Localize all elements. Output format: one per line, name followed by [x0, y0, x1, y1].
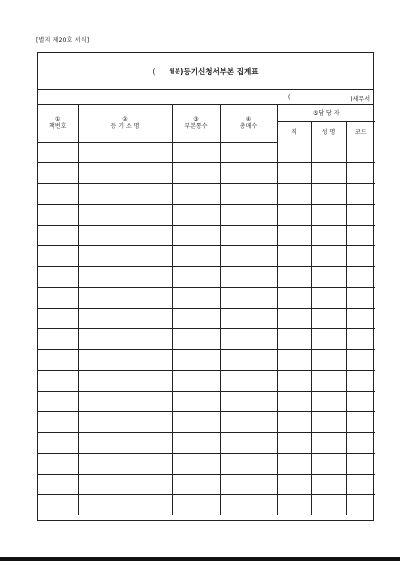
copy-count-cell[interactable]	[172, 370, 220, 391]
registry-office-cell[interactable]	[78, 433, 172, 454]
form-title	[38, 53, 373, 90]
page-bottom-rule	[0, 557, 400, 561]
header-registry-office-label: 등 기 소 명	[110, 122, 140, 130]
registry-office-cell[interactable]	[78, 453, 172, 474]
name-cell[interactable]	[311, 433, 346, 454]
header-book-number-label: 책번호	[49, 122, 67, 130]
header-copy-count-label: 부본통수	[184, 122, 208, 130]
registry-office-cell[interactable]	[78, 329, 172, 350]
table-row	[38, 204, 375, 225]
position-cell[interactable]	[277, 370, 311, 391]
position-cell[interactable]	[277, 267, 311, 288]
copy-count-cell[interactable]	[172, 474, 220, 495]
position-cell[interactable]	[277, 225, 311, 246]
table-row	[38, 184, 375, 205]
code-cell[interactable]	[346, 495, 375, 515]
registry-office-cell[interactable]	[78, 204, 172, 225]
copy-count-cell[interactable]	[172, 163, 220, 184]
table-row	[38, 350, 375, 371]
table-row	[38, 433, 375, 454]
code-cell[interactable]	[346, 308, 375, 329]
total-sheets-cell[interactable]	[220, 350, 277, 371]
registry-office-cell[interactable]	[78, 287, 172, 308]
code-cell[interactable]	[346, 225, 375, 246]
copy-count-cell[interactable]	[172, 142, 220, 163]
total-sheets-cell[interactable]	[220, 184, 277, 205]
form-number-label: [별지 제20호 서식]	[36, 37, 90, 44]
name-cell[interactable]	[311, 329, 346, 350]
book-number-cell[interactable]	[38, 370, 78, 391]
book-number-cell[interactable]	[38, 204, 78, 225]
copy-count-cell[interactable]	[172, 495, 220, 515]
tax-office-suffix: )세무서	[350, 96, 370, 103]
total-sheets-cell[interactable]	[220, 495, 277, 515]
table-row	[38, 495, 375, 515]
header-registry-office	[78, 105, 172, 142]
book-number-cell[interactable]	[38, 267, 78, 288]
position-cell[interactable]	[277, 308, 311, 329]
book-number-cell[interactable]	[38, 308, 78, 329]
table-row	[38, 163, 375, 184]
table-row	[38, 308, 375, 329]
table-row	[38, 370, 375, 391]
header-book-number	[38, 105, 78, 142]
total-sheets-cell[interactable]	[220, 391, 277, 412]
copy-count-cell[interactable]	[172, 391, 220, 412]
code-cell[interactable]	[346, 184, 375, 205]
book-number-cell[interactable]	[38, 163, 78, 184]
position-cell[interactable]	[277, 142, 311, 163]
total-sheets-cell[interactable]	[220, 308, 277, 329]
copy-count-cell[interactable]	[172, 246, 220, 267]
code-cell[interactable]	[346, 412, 375, 433]
registry-office-cell[interactable]	[78, 184, 172, 205]
registry-office-cell[interactable]	[78, 370, 172, 391]
book-number-cell[interactable]	[38, 350, 78, 371]
total-sheets-cell[interactable]	[220, 142, 277, 163]
code-cell[interactable]	[346, 391, 375, 412]
position-cell[interactable]	[277, 329, 311, 350]
table-row	[38, 391, 375, 412]
name-cell[interactable]	[311, 453, 346, 474]
table-body	[38, 142, 375, 515]
book-number-cell[interactable]	[38, 495, 78, 515]
position-cell[interactable]	[277, 433, 311, 454]
code-cell[interactable]	[346, 246, 375, 267]
copy-count-cell[interactable]	[172, 225, 220, 246]
form-box	[37, 52, 374, 521]
book-number-cell[interactable]	[38, 453, 78, 474]
copy-count-cell[interactable]	[172, 350, 220, 371]
header-position: 직	[277, 121, 311, 142]
registry-office-cell[interactable]	[78, 308, 172, 329]
table-row	[38, 474, 375, 495]
copy-count-cell[interactable]	[172, 412, 220, 433]
header-code: 코드	[346, 121, 375, 142]
position-cell[interactable]	[277, 163, 311, 184]
position-cell[interactable]	[277, 184, 311, 205]
name-cell[interactable]	[311, 287, 346, 308]
header-total-sheets-index: ④	[245, 115, 252, 123]
total-sheets-cell[interactable]	[220, 225, 277, 246]
position-cell[interactable]	[277, 495, 311, 515]
total-sheets-cell[interactable]	[220, 474, 277, 495]
book-number-cell[interactable]	[38, 433, 78, 454]
name-cell[interactable]	[311, 474, 346, 495]
code-cell[interactable]	[346, 267, 375, 288]
copy-count-cell[interactable]	[172, 204, 220, 225]
total-sheets-cell[interactable]	[220, 267, 277, 288]
header-book-number-index: ①	[55, 115, 61, 123]
table-row	[38, 267, 375, 288]
position-cell[interactable]	[277, 391, 311, 412]
header-registry-office-index: ②	[122, 115, 128, 123]
title-month-label: 월분	[169, 69, 181, 75]
header-row-1	[38, 105, 375, 121]
copy-count-cell[interactable]	[172, 308, 220, 329]
header-total-sheets	[220, 105, 277, 142]
book-number-cell[interactable]	[38, 391, 78, 412]
registry-office-cell[interactable]	[78, 267, 172, 288]
code-cell[interactable]	[346, 204, 375, 225]
code-cell[interactable]	[346, 287, 375, 308]
table-row	[38, 225, 375, 246]
total-sheets-cell[interactable]	[220, 329, 277, 350]
total-sheets-cell[interactable]	[220, 433, 277, 454]
registry-office-cell[interactable]	[78, 495, 172, 515]
total-sheets-cell[interactable]	[220, 204, 277, 225]
name-cell[interactable]	[311, 495, 346, 515]
copy-count-cell[interactable]	[172, 433, 220, 454]
code-cell[interactable]	[346, 370, 375, 391]
position-cell[interactable]	[277, 412, 311, 433]
header-copy-count	[172, 105, 220, 142]
copy-count-cell[interactable]	[172, 329, 220, 350]
name-cell[interactable]	[311, 391, 346, 412]
book-number-cell[interactable]	[38, 184, 78, 205]
name-cell[interactable]	[311, 163, 346, 184]
table-row	[38, 412, 375, 433]
book-number-cell[interactable]	[38, 412, 78, 433]
position-cell[interactable]	[277, 246, 311, 267]
summary-table	[38, 105, 375, 515]
registry-office-cell[interactable]	[78, 412, 172, 433]
code-cell[interactable]	[346, 453, 375, 474]
name-cell[interactable]	[311, 370, 346, 391]
header-name: 성 명	[311, 121, 346, 142]
tax-office-row	[38, 90, 373, 105]
name-cell[interactable]	[311, 267, 346, 288]
name-cell[interactable]	[311, 204, 346, 225]
table-row	[38, 287, 375, 308]
copy-count-cell[interactable]	[172, 184, 220, 205]
position-cell[interactable]	[277, 287, 311, 308]
table-row	[38, 142, 375, 163]
header-total-sheets-label: 총매수	[239, 122, 258, 130]
registry-office-cell[interactable]	[78, 225, 172, 246]
tax-office-paren: (	[288, 94, 291, 101]
position-cell[interactable]	[277, 350, 311, 371]
name-cell[interactable]	[311, 308, 346, 329]
book-number-cell[interactable]	[38, 246, 78, 267]
total-sheets-cell[interactable]	[220, 287, 277, 308]
code-cell[interactable]	[346, 329, 375, 350]
registry-office-cell[interactable]	[78, 246, 172, 267]
total-sheets-cell[interactable]	[220, 246, 277, 267]
header-copy-count-index: ③	[193, 115, 199, 123]
registry-office-cell[interactable]	[78, 142, 172, 163]
code-cell[interactable]	[346, 163, 375, 184]
registry-office-cell[interactable]	[78, 350, 172, 371]
total-sheets-cell[interactable]	[220, 453, 277, 474]
name-cell[interactable]	[311, 142, 346, 163]
name-cell[interactable]	[311, 412, 346, 433]
title-paren: (	[152, 66, 156, 76]
position-cell[interactable]	[277, 453, 311, 474]
header-person-in-charge: ⑤담 당 자	[277, 105, 375, 121]
registry-office-cell[interactable]	[78, 474, 172, 495]
position-cell[interactable]	[277, 474, 311, 495]
title-main: )등기신청서부본 집계표	[180, 66, 259, 76]
copy-count-cell[interactable]	[172, 287, 220, 308]
name-cell[interactable]	[311, 350, 346, 371]
copy-count-cell[interactable]	[172, 267, 220, 288]
book-number-cell[interactable]	[38, 474, 78, 495]
registry-office-cell[interactable]	[78, 391, 172, 412]
code-cell[interactable]	[346, 474, 375, 495]
code-cell[interactable]	[346, 433, 375, 454]
book-number-cell[interactable]	[38, 329, 78, 350]
table-row	[38, 453, 375, 474]
book-number-cell[interactable]	[38, 225, 78, 246]
table-row	[38, 246, 375, 267]
name-cell[interactable]	[311, 184, 346, 205]
name-cell[interactable]	[311, 246, 346, 267]
book-number-cell[interactable]	[38, 142, 78, 163]
copy-count-cell[interactable]	[172, 453, 220, 474]
total-sheets-cell[interactable]	[220, 370, 277, 391]
book-number-cell[interactable]	[38, 287, 78, 308]
registry-office-cell[interactable]	[78, 163, 172, 184]
code-cell[interactable]	[346, 142, 375, 163]
name-cell[interactable]	[311, 225, 346, 246]
total-sheets-cell[interactable]	[220, 412, 277, 433]
code-cell[interactable]	[346, 350, 375, 371]
total-sheets-cell[interactable]	[220, 163, 277, 184]
table-row	[38, 329, 375, 350]
position-cell[interactable]	[277, 204, 311, 225]
